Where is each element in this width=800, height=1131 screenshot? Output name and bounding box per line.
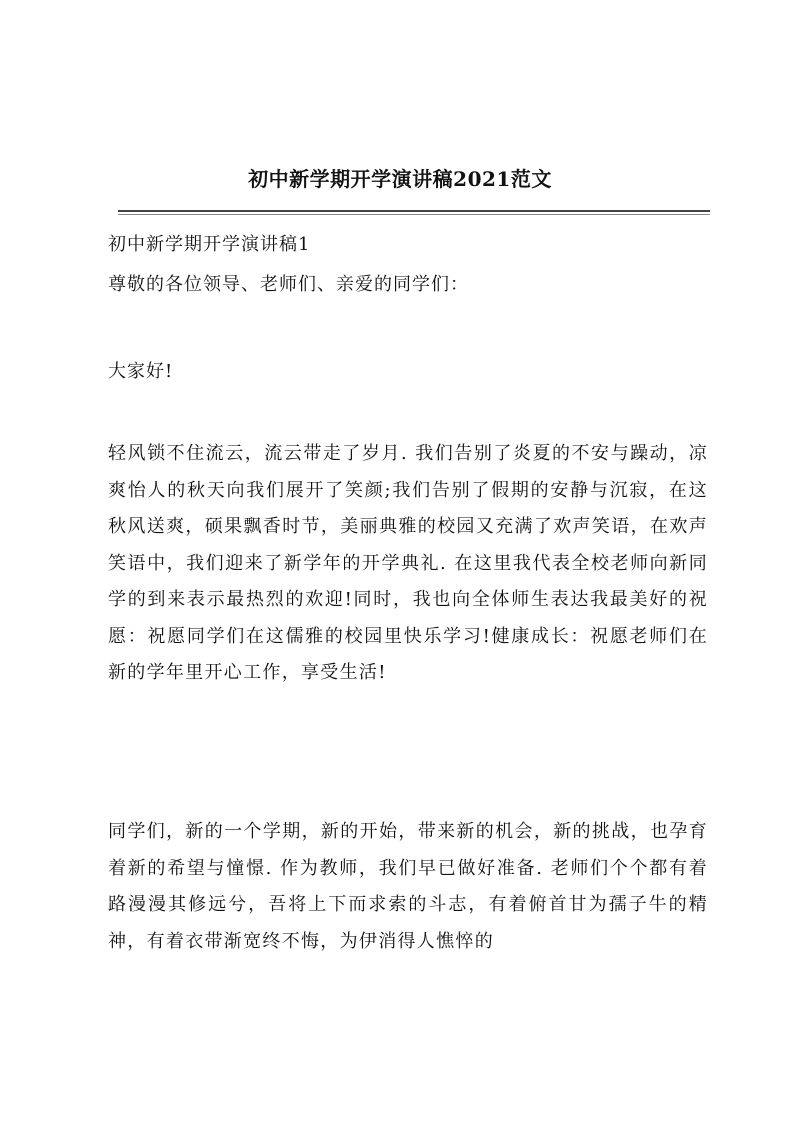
section-heading: 初中新学期开学演讲稿1 (108, 234, 311, 255)
document-title: 初中新学期开学演讲稿2021范文 (248, 167, 552, 191)
title-divider (118, 210, 710, 212)
paragraph-1: 轻风锁不住流云，流云带走了岁月. 我们告别了炎夏的不安与躁动，凉爽怡人的秋天向我们展开了笑颜;我们告别了假期的安静与沉寂，在这秋风送爽，硕果飘香时节，美丽典雅的校园又充满了欢声笑语，在欢声笑语中，我们迎来了新学年的开学典礼. 在这里我代表全校老师向新同学的到来表示最热烈的欢迎!同时，我也向全体师生表达我最美好的祝愿：祝愿同学们在这儒雅的校园里快乐学习!健康成长：祝愿老师们在新的学年里开心工作，享受生活! (108, 443, 708, 683)
paragraph-2: 同学们，新的一个学期，新的开始，带来新的机会，新的挑战，也孕育着新的希望与憧憬. 作为教师，我们早已做好准备. 老师们个个都有着路漫漫其修远兮，吾将上下而求索的斗志，有着俯首甘为孺子牛的精神，有着衣带渐宽终不悔，为伊消得人憔悴的 (108, 821, 708, 952)
greeting: 大家好! (108, 361, 174, 382)
salutation: 尊敬的各位领导、老师们、亲爱的同学们： (108, 274, 469, 295)
